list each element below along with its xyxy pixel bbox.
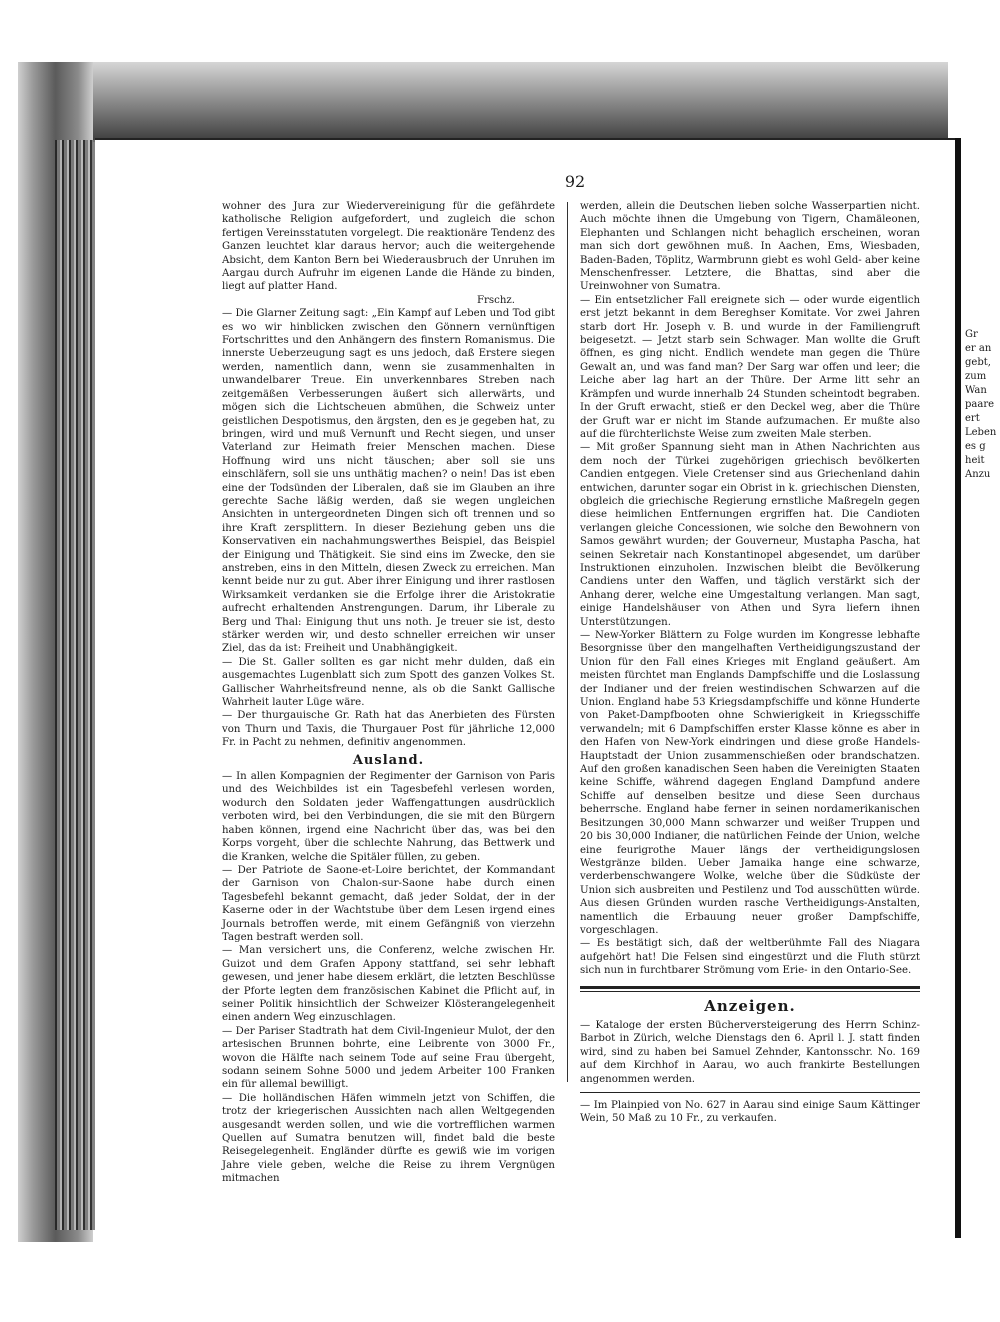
adjacent-page-fragment: Leben	[965, 427, 997, 438]
adjacent-page-fragment: paare	[965, 399, 995, 410]
right-column	[580, 200, 920, 1126]
adjacent-page-fragments	[961, 328, 1000, 482]
advertisement: — Kataloge der ersten Bücherversteigerung des Herrn Schinz-Barbot in Zürich, welche Dienstags den 6. April l. J. statt finden wird, sind zu haben bei Samuel Zehnder, Kantonsschr. No. 169 auf dem Kirchhof in Aarau, wo auch frankirte Bestellungen angenommen werden.	[580, 1019, 920, 1085]
adjacent-page-fragment: Anzu	[965, 469, 991, 480]
adjacent-page-fragment: heit	[965, 455, 985, 466]
article-paragraph: — Es bestätigt sich, daß der weltberühmte Fall des Niagara aufgehört hat! Die Felsen sind eingestürzt und die Fluth stürzt sich nun in furchtbarer Strömung vom Erie- in den Ontario-See.	[580, 938, 920, 977]
ad-separator	[580, 1092, 920, 1093]
article-paragraph: — In allen Kompagnien der Regimenter der Garnison von Paris und des Weichbildes ist ein Tagesbefehl verlesen worden, wodurch den Soldaten jeder Waffengattungen ausdrücklich verboten wird, bei den Verbindungen, die sie mit den Bürgern haben können, irgend eine Nachricht über das, was bei den Korps vorgeht, über die schlechte Nahrung, das Bettwerk und die Kranken, welche die Spitäler füllen, zu geben.	[222, 771, 555, 863]
adjacent-page	[955, 138, 1000, 1238]
signature: Frschz.	[476, 294, 515, 306]
section-rule	[580, 986, 920, 992]
advertisement: — Im Plainpied von No. 627 in Aarau sind einige Saum Kättinger Wein, 50 Maß zu 10 Fr., zu verkaufen.	[580, 1100, 920, 1125]
adjacent-page-fragment: zum	[965, 371, 987, 382]
article-paragraph: werden, allein die Deutschen lieben solche Wasserpartien nicht. Auch möchte ihnen die Umgebung von Tigern, Chamäleonen, Elephanten und Schlangen nicht behaglich erscheinen, woran man sich dort gewöhnen muß. In Aachen, Ems, Wiesbaden, Baden-Baden, Töplitz, Warmbrunn giebt es wohl Geld- aber keine Menschenfresser. Letztere, die Bhattas, sind aber die Ureinwohner von Sumatra.	[580, 201, 920, 293]
article-paragraph: — Ein entsetzlicher Fall ereignete sich — oder wurde eigentlich erst jetzt bekannt in dem Bereghser Komitate. Vor zwei Jahren starb dort Hr. Joseph v. B. und wurde in der Familiengruft beigesetzt. — Jetzt starb sein Schwager. Man wollte die Gruft öffnen, es ging nicht. Endlich wendete man gegen die Thüre Gewalt an, und was fand man? Der Sarg war offen und leer; die Leiche aber lag hart an der Thüre. Der Arme litt sehr an Krämpfen und wurde innerhalb 24 Stunden scheintodt begraben. In der Gruft erwacht, stieß er den Deckel weg, aber die Thüre der Gruft war er nicht im Stande aufzumachen. Er mußte also auf die fürchterlichste Weise zum zweiten Male sterben.	[580, 294, 920, 440]
article-paragraph: — Die Glarner Zeitung sagt: „Ein Kampf auf Leben und Tod gibt es wo wir hinblicken zwischen den Gönnern vernünftigen Fortschrittes und den Anhängern des finstern Romanismus. Die innerste Ueberzeugung sagt es uns jedoch, daß Erstere siegen werden, namentlich dann, wenn sie zusammenhalten in unwandelbarer Treue. Ein unverkennbares Streben nach zeitgemäßen Verbesserungen äußert sich allerwärts, und mögen sich die Lichtscheuen abmühen, die Schweiz unter geistlichen Despotismus, den ärgsten, den es je gegeben hat, zu bringen, wird und muß Vernunft und Recht siegen, und unser Vaterland zur Heimath freier Menschen machen. Diese Hoffnung wird uns nicht täuschen; aber soll sie uns einschläfern, soll sie uns unthätig machen? o nein! Das ist eben eine der Todsünden der Liberalen, daß sie im Glauben an ihre gerechte Sache läßig werden, daß sie wegen ungleichen Ansichten in untergeordneten Dingen sich oft trennen und so ihre Kraft zersplittern. In dieser Beziehung geben uns die Konservativen ein nachahmungswerthes Beispiel, das Beispiel der Einigung und Thätigkeit. Sie sind eins im Zwecke, den sie anstreben, eins in den Mitteln, diesen Zweck zu erreichen. Man kennt beide nur zu gut. Aber ihrer Einigung und ihrer rastlosen Wirksamkeit verdanken sie die Erfolge ihrer die Aristokratie aufrecht erhaltenden Anstrengungen. Darum, ihr Liberale zu Berg und Thal: Einigung thut uns noth. Je treuer sie ist, desto stärker werden wir, und desto schneller erreichen wir unser Ziel, das da ist: Freiheit und Unabhängigkeit.	[222, 308, 555, 655]
section-heading-anzeigen: Anzeigen.	[704, 996, 796, 1015]
article-paragraph: — Die holländischen Häfen wimmeln jetzt von Schiffen, die trotz der kriegerischen Aussichten nach allen Weltgegenden ausgesandt werden sollen, und wie die vortrefflichen warmen Quellen auf Sumatra benutzen will, findet bald die beste Reisegelegenheit. Engländer dürfte es gewiß wie im vorigen Jahre viele geben, welche die Reise zu ihrem Vergnügen mitmachen	[222, 1092, 555, 1185]
article-paragraph: — Mit großer Spannung sieht man in Athen Nachrichten aus dem noch der Türkei zugehörigen griechisch bevölkerten Candien entgegen. Viele Cretenser sind aus Griechenland dahin entwichen, darunter sogar ein Obrist in k. griechischen Diensten, obgleich die griechische Regierung ernstliche Maßregeln gegen diese heimlichen Entfernungen ergriffen hat. Die Candioten verlangen gleiche Concessionen, wie solche den Bewohnern von Samos gewährt wurden; der Gouverneur, Mustapha Pascha, hat seinen Sekretair nach Konstantinopel abgesendet, um darüber Instruktionen einzuholen. Inzwischen bleibt die Bevölkerung Candiens unter den Waffen, und täglich verstärkt sich der Anhang derer, welche eine Umgestaltung verlangen. Man sagt, einige Handelshäuser von Athen und Syra liefern ihnen Unterstützungen.	[580, 442, 920, 628]
column-divider	[567, 202, 568, 1082]
book-edge-shadow	[18, 62, 948, 142]
article-paragraph: — Man versichert uns, die Conferenz, welche zwischen Hr. Guizot und dem Grafen Appony stattfand, sei sehr lebhaft gewesen, und jener habe diesem erklärt, die letzten Beschlüsse der Pforte legten dem französischen Kabinet die Pflicht auf, in seiner Politik hinsichtlich der Schweizer Klösterangelegenheit einen andern Weg einzuschlagen.	[222, 945, 555, 1024]
adjacent-page-fragment: Wan	[965, 385, 987, 396]
adjacent-page-fragment: ert	[965, 413, 980, 424]
article-paragraph: — New-Yorker Blättern zu Folge wurden im Kongresse lebhafte Besorgnisse über den mangelhaften Vertheidigungszustand der Union für den Fall eines Krieges mit England geäußert. Am meisten fürchtet man Englands Dampfschiffe und die Loslassung der Indianer und der freien westindischen Schwarzen auf die Union. England habe 53 Kriegsdampfschiffe und könne Hunderte von Paket-Dampfbooten ohne Schwierigkeit in Kriegsschiffe verwandeln; mit 6 Dampfschiffen erster Klasse könne es aber in den Hafen von New-York eindringen und diese große Handels-Hauptstadt der Union zusammenschießen oder brandschatzen. Auf den großen kanadischen Seen haben die Vereinigten Staaten keine Schiffe, während dagegen England Dampfund andere Schiffe auf denselben besitze und diese Seen durchaus beherrsche. England habe ferner in seinen nordamerikanischen Besitzungen 30,000 Mann schwarzer und weißer Truppen und 20 bis 30,000 Indianer, die natürlichen Feinde der Union, welche eine feurigrothe Mauer längs der vertheidigungslosen Westgränze bilden. Ueber Jamaika hange eine schwarze, verderbenschwangere Wolke, welche über die Südküste der Union sich ausbreiten und Pestilenz und Tod ausschütten würde. Aus diesen Gründen wurden rasche Vertheidigungs-Anstalten, namentlich die Erbauung neuer großer Dampfschiffe, vorgeschlagen.	[580, 630, 920, 936]
article-paragraph: — Der thurgauische Gr. Rath hat das Anerbieten des Fürsten von Thurn und Taxis, die Thurgauer Post für jährliche 12,000 Fr. in Pacht zu nehmen, definitiv angenommen.	[222, 710, 555, 749]
article-paragraph: — Der Pariser Stadtrath hat dem Civil-Ingenieur Mulot, der den artesischen Brunnen bohrte, eine Leibrente von 3000 Fr., wovon die Hälfte nach seinem Tode auf seine Frau übergeht, sodann seinem Sohne 5000 und jedem Arbeiter 100 Franken ein für allemal bewilligt.	[222, 1025, 555, 1091]
left-column	[222, 200, 555, 1186]
article-paragraph: wohner des Jura zur Wiedervereinigung für die gefährdete katholische Religion aufgefordert, und zugleich die schon fertigen Vereinsstatuten vorgelegt. Die reaktionäre Tendenz des Ganzen leuchtet klar daraus hervor; auch die weitergehende Absicht, dem Kanton Bern bei Wiederausbruch der Unruhen im Aargau durch Aufruhr im eigenen Lande die Hände zu binden, liegt auf platter Hand.	[222, 201, 555, 293]
page-stack-edges	[55, 140, 95, 1230]
adjacent-page-fragment: gebt,	[965, 357, 991, 368]
scan-margin-top	[0, 0, 1000, 60]
article-paragraph: — Die St. Galler sollten es gar nicht mehr dulden, daß ein ausgemachtes Lugenblatt sich zum Spott des ganzen Volkes St. Gallischer Wahrheitsfreund nenne, als ob die Sankt Gallische Wahrheit lauter Lüge wäre.	[222, 656, 555, 709]
page-number: 92	[564, 172, 586, 191]
adjacent-page-fragment: er an	[965, 343, 992, 354]
section-heading-ausland: Ausland.	[352, 752, 425, 768]
article-paragraph: — Der Patriote de Saone-et-Loire berichtet, der Kommandant der Garnison von Chalon-sur-Saone habe durch einen Tagesbefehl bekannt gemacht, daß jeder Soldat, der in der Kaserne oder in der Wachtstube über dem Lesen irgend eines Journals betroffen werde, mit einem Gefängniß von vierzehn Tagen bestraft werden soll.	[222, 864, 555, 943]
adjacent-page-fragment: es g	[965, 441, 986, 452]
adjacent-page-fragment: Gr	[965, 329, 978, 340]
